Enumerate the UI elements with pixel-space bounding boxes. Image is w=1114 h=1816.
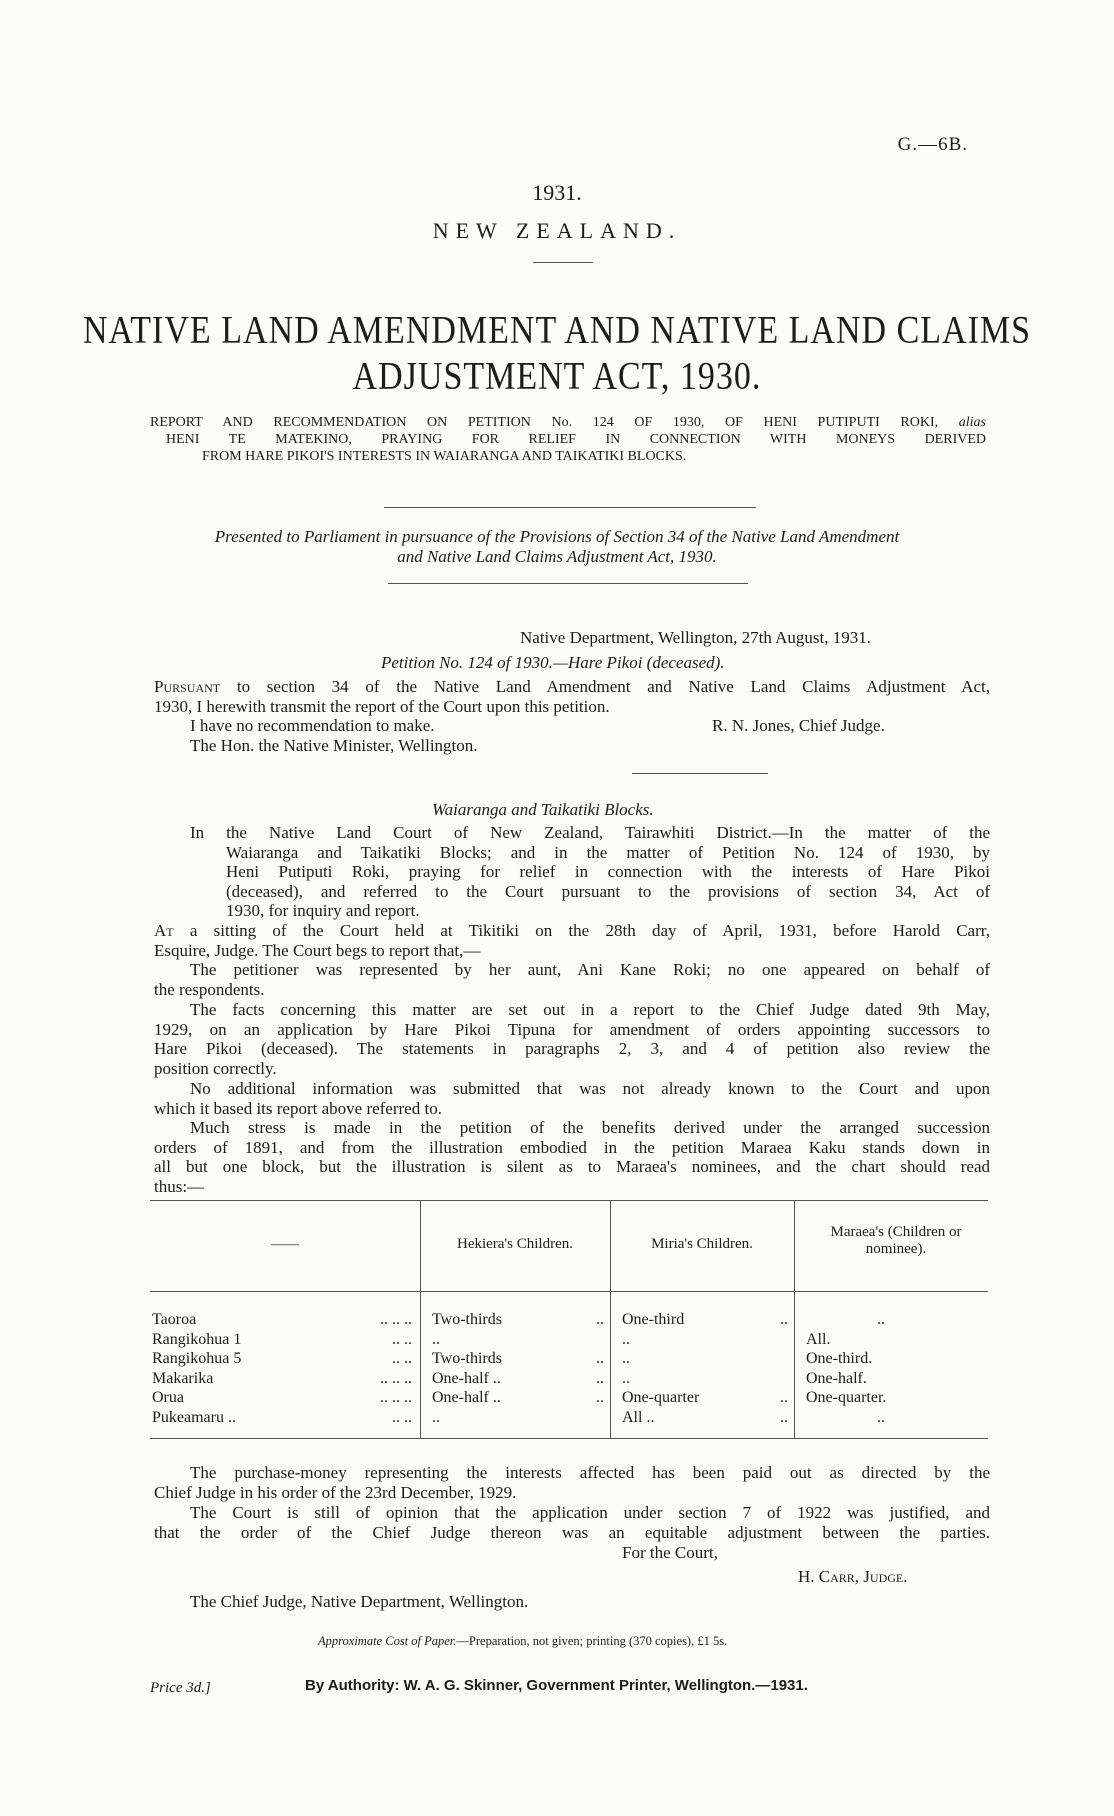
cost-label: Approximate Cost of Paper. — [318, 1634, 457, 1648]
maraea-cell: One-half. — [806, 1369, 867, 1387]
block-name-cell: Orua — [152, 1389, 184, 1406]
leader-dots: .. — [596, 1389, 604, 1406]
paragraph-line: which it based its report above referred to. — [154, 1098, 442, 1118]
court-intro-line: Waiaranga and Taikatiki Blocks; and in the matter of Petition No. 124 of 1930, by — [226, 842, 990, 862]
sitting-line: Esquire, Judge. The Court begs to report that,— — [154, 940, 481, 960]
block-name-cell: Pukeamaru .. — [152, 1408, 236, 1426]
leader-dots: .. — [596, 1350, 604, 1367]
purchase-paragraph — [154, 1463, 990, 1502]
paragraph-line: No additional information was submitted that was not already known to the Court and upon — [190, 1079, 990, 1098]
document-code: G.—6B. — [897, 134, 968, 155]
hekiera-cell: .. — [432, 1408, 440, 1426]
court-intro-line: In the Native Land Court of New Zealand, Tairawhiti District.—In the matter of the — [190, 823, 990, 842]
table-bottom-rule — [150, 1438, 988, 1439]
paragraph-line: The facts concerning this matter are set out in a report to the Chief Judge dated 9th May, — [190, 1000, 990, 1019]
table-row — [150, 1330, 988, 1350]
block-name-cell: Makarika — [152, 1369, 214, 1387]
presented-line1: Presented to Parliament in pursuance of the Provisions of Section 34 of the Native Land Amendment — [214, 527, 900, 546]
page-title-line2: ADJUSTMENT ACT, 1930. — [352, 355, 762, 398]
maraea-cell: One-third. — [806, 1350, 873, 1367]
maraea-cell: .. — [877, 1311, 885, 1328]
leader-dots: .. .. — [392, 1330, 412, 1348]
maraea-cell: .. — [877, 1408, 885, 1426]
paragraph-line: thus:— — [154, 1176, 205, 1196]
stress-paragraph — [154, 1118, 990, 1196]
hekiera-cell: .. — [432, 1330, 440, 1348]
court-intro-line: Heni Putiputi Roki, praying for relief in connection with the interests of Hare Pikoi — [226, 862, 990, 881]
paragraph-line: The purchase-money representing the interests affected has been paid out as directed by the — [190, 1463, 990, 1482]
miria-cell: .. — [622, 1369, 630, 1387]
letter-body — [154, 677, 990, 716]
leader-dots: .. — [780, 1408, 788, 1426]
table-header-block: —— — [271, 1237, 299, 1252]
letter-date-line: Native Department, Wellington, 27th August, 1931. — [520, 628, 872, 647]
miria-cell: One-quarter — [622, 1389, 700, 1406]
divider — [533, 262, 593, 263]
table-row — [150, 1388, 988, 1408]
by-authority — [305, 1677, 808, 1694]
divider — [632, 773, 768, 774]
paragraph-line: Chief Judge in his order of the 23rd December, 1929. — [154, 1482, 517, 1502]
paragraph-line: orders of 1891, and from the illustration embodied in the petition Maraea Kaku stands down in — [154, 1137, 990, 1157]
court-intro-line: 1930, for inquiry and report. — [226, 901, 420, 920]
facts-paragraph — [154, 1000, 990, 1078]
letter-body-line2: 1930, I herewith transmit the report of the Court upon this petition. — [154, 696, 610, 716]
hekiera-cell: Two-thirds — [432, 1311, 502, 1328]
court-intro-line: (deceased), and referred to the Court pursuant to the provisions of section 34, Act of — [226, 881, 990, 901]
subtitle-line2: HENI TE MATEKINO, PRAYING FOR RELIEF IN CONNECTION WITH MONEYS DERIVED — [166, 432, 986, 447]
table-row — [150, 1349, 988, 1369]
closing-addressee: The Chief Judge, Native Department, Wellington. — [190, 1592, 529, 1611]
sitting-paragraph — [154, 921, 990, 960]
leader-dots: .. .. — [392, 1350, 412, 1367]
letter-body-line1: to section 34 of the Native Land Amendment and Native Land Claims Adjustment Act, — [236, 677, 991, 696]
leader-dots: .. .. .. — [380, 1369, 412, 1387]
country-name: NEW ZEALAND. — [432, 218, 682, 243]
letter-body-lead: Pursuant — [154, 677, 221, 696]
page-title: NATIVE LAND AMENDMENT AND NATIVE LAND CLAIMS — [82, 309, 1032, 352]
authority-label: By Authority: — [305, 1677, 400, 1694]
subtitle-alias: alias — [958, 415, 986, 430]
paragraph-line: Hare Pikoi (deceased). The statements in paragraphs 2, 3, and 4 of petition also review the — [154, 1039, 990, 1058]
cost-text: —Preparation, not given; printing (370 copies), £1 5s. — [456, 1634, 728, 1648]
paragraph-line: that the order of the Chief Judge thereon was an equitable adjustment between the parties. — [154, 1522, 990, 1542]
represented-paragraph — [154, 960, 990, 999]
block-name-cell: Rangikohua 5 — [152, 1350, 242, 1367]
table-top-rule — [150, 1200, 988, 1201]
table-row — [150, 1310, 988, 1330]
table-header-maraea: Maraea's (Children or nominee). — [830, 1224, 962, 1257]
petition-reference: Petition No. 124 of 1930.—Hare Pikoi (deceased). — [381, 653, 725, 672]
no-recommendation: I have no recommendation to make. — [190, 716, 435, 735]
block-name-cell: Taoroa — [152, 1311, 197, 1328]
authority-text: W. A. G. Skinner, Government Printer, Wellington.—1931. — [403, 1677, 808, 1694]
leader-dots: .. .. .. — [380, 1311, 412, 1328]
paragraph-line: The Court is still of opinion that the application under section 7 of 1922 was justified, and — [190, 1503, 990, 1522]
document-year: 1931. — [532, 180, 582, 205]
price: Price 3d.] — [150, 1680, 211, 1696]
miria-cell: .. — [622, 1350, 630, 1367]
report-heading: Waiaranga and Taikatiki Blocks. — [432, 800, 654, 819]
leader-dots: .. — [596, 1311, 604, 1328]
additional-paragraph — [154, 1079, 990, 1118]
hekiera-cell: One-half .. — [432, 1389, 501, 1406]
subtitle — [150, 414, 986, 465]
table-header-miria: Miria's Children. — [651, 1236, 753, 1252]
table-row — [150, 1369, 988, 1389]
paragraph-line: position correctly. — [154, 1058, 277, 1078]
for-the-court: For the Court, — [622, 1543, 718, 1562]
divider — [388, 583, 748, 584]
succession-table — [150, 1200, 988, 1440]
paragraph-line: the respondents. — [154, 979, 265, 999]
maraea-cell: One-quarter. — [806, 1389, 887, 1406]
sitting-line: a sitting of the Court held at Tikitiki on the 28th day of April, 1931, before Harold Carr, — [189, 921, 990, 940]
miria-cell: One-third — [622, 1311, 685, 1328]
letter-signature: R. N. Jones, Chief Judge. — [712, 716, 885, 735]
leader-dots: .. — [596, 1369, 604, 1387]
leader-dots: .. — [780, 1311, 788, 1328]
opinion-paragraph — [154, 1503, 990, 1542]
letter-addressee: The Hon. the Native Minister, Wellington. — [190, 736, 478, 755]
leader-dots: .. — [780, 1389, 788, 1406]
court-intro — [190, 823, 990, 921]
block-name-cell: Rangikohua 1 — [152, 1330, 242, 1348]
divider — [384, 507, 756, 508]
paragraph-line: Much stress is made in the petition of the benefits derived under the arranged succession — [190, 1118, 990, 1137]
paragraph-line: 1929, on an application by Hare Pikoi Tipuna for amendment of orders appointing successors to — [154, 1019, 990, 1039]
miria-cell: .. — [622, 1330, 630, 1348]
table-header-hekiera: Hekiera's Children. — [456, 1236, 573, 1252]
maraea-cell: All. — [806, 1330, 831, 1348]
paragraph-line: The petitioner was represented by her aunt, Ani Kane Roki; no one appeared on behalf of — [190, 960, 990, 979]
table-header-rule — [150, 1291, 988, 1292]
judge-signature: H. Carr, Judge. — [798, 1567, 908, 1586]
hekiera-cell: One-half .. — [432, 1369, 501, 1387]
sitting-lead: At — [154, 921, 174, 940]
leader-dots: .. .. — [392, 1408, 412, 1426]
paragraph-line: all but one block, but the illustration is silent as to Maraea's nominees, and the chart should read — [154, 1157, 990, 1176]
approximate-cost — [318, 1634, 727, 1649]
subtitle-line3: FROM HARE PIKOI'S INTERESTS IN WAIARANGA AND TAIKATIKI BLOCKS. — [202, 449, 687, 464]
presented-line2: and Native Land Claims Adjustment Act, 1930. — [397, 547, 717, 566]
miria-cell: All .. — [622, 1408, 655, 1426]
leader-dots: .. .. .. — [380, 1389, 412, 1406]
table-row — [150, 1408, 988, 1428]
subtitle-line1: REPORT AND RECOMMENDATION ON PETITION No. 124 OF 1930, OF HENI PUTIPUTI ROKI, — [150, 415, 939, 430]
hekiera-cell: Two-thirds — [432, 1350, 502, 1367]
